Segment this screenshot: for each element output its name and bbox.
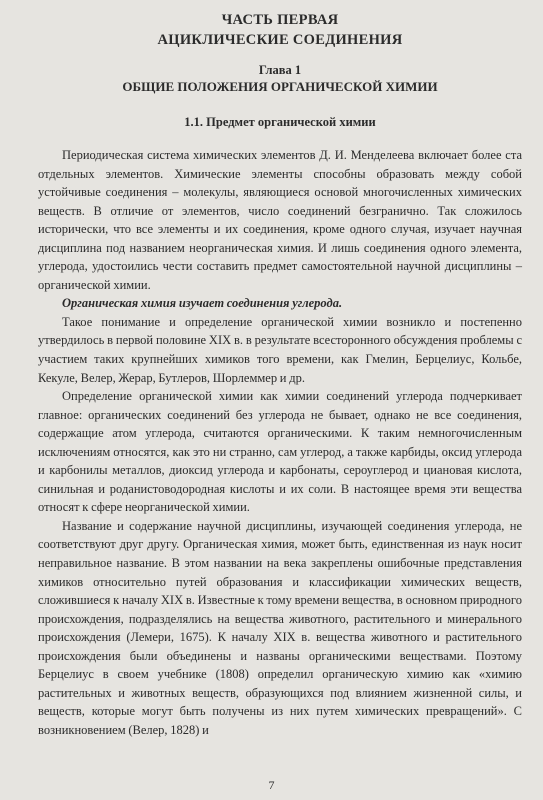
paragraph-2: Такое понимание и определение органической химии возникло и постепенно утвердилось в первой половине XIX в. в результате всесторонного обсуждения проблемы с участием таких крупнейших химиков того времени, как Гмелин, Берцелиус, Кольбе, Кекуле, Велер, Жерар, Бутлеров, Шорлеммер и др. — [38, 314, 522, 385]
key-definition: Органическая химия изучает соединения углерода. — [62, 296, 343, 311]
text-column — [38, 10, 522, 740]
part-label: ЧАСТЬ ПЕРВАЯ — [221, 12, 339, 28]
section-title: 1.1. Предмет органической химии — [184, 115, 376, 129]
paragraph-4: Название и содержание научной дисциплины, изучающей соединения углерода, не соответствуют друг другу. Органическая химия, может быть, единственная из наук носит неправильное название. В этом названии на века закреплены ошибочные представления химиков относительно путей образования и классификации химических веществ, сложившиеся к началу XIX в. Известные к тому времени вещества, в основном природного происхождения, подразделялись на вещества животного, растительного и минерального происхождения (Лемери, 1675). К началу XIX в. вещества животного и растительного происхождения были объединены и названы органическими веществами. Поэтому Берцелиус в своем учебнике (1808) определил органическую химию как «химию растительных и животных веществ, образующихся под влиянием жизненной силы, и веществ, которые могут быть получены из них путем химических превращений». С возникновением (Велер, 1828) и — [38, 518, 522, 737]
chapter-number: Глава 1 — [258, 63, 302, 77]
part-title: АЦИКЛИЧЕСКИЕ СОЕДИНЕНИЯ — [157, 32, 403, 48]
paragraph-1: Периодическая система химических элементов Д. И. Менделеева включает более ста отдельных элементов. Химические элементы способны образовать между собой устойчивые соединения – молекулы, являющиеся основой многочисленных химических веществ. В отличие от элементов, число соединений безгранично. Так сложилось исторически, что все элементы и их соединения, кроме одного случая, изучает научная дисциплина под названием неорганическая химия. И лишь соединения одного элемента, углерода, удостоились чести составить предмет самостоятельной научной дисциплины – органической химии. — [38, 148, 522, 292]
page-number: 7 — [268, 778, 275, 792]
paragraph-3: Определение органической химии как химии соединений углерода подчеркивает главное: органических соединений без углерода не бывает, однако не все соединения, содержащие атом углерода, считаются органическими. К таким немногочисленным исключениям относятся, как это ни странно, сам углерод, а также карбиды, оксид углерода и карбонилы металлов, диоксид углерода и карбонаты, сероуглерод и циановая кислота, синильная и роданистоводородная кислоты и их соли. В настоящее время эти вещества относят к сфере неорганической химии. — [38, 389, 522, 515]
chapter-title: ОБЩИЕ ПОЛОЖЕНИЯ ОРГАНИЧЕСКОЙ ХИМИИ — [122, 79, 438, 94]
